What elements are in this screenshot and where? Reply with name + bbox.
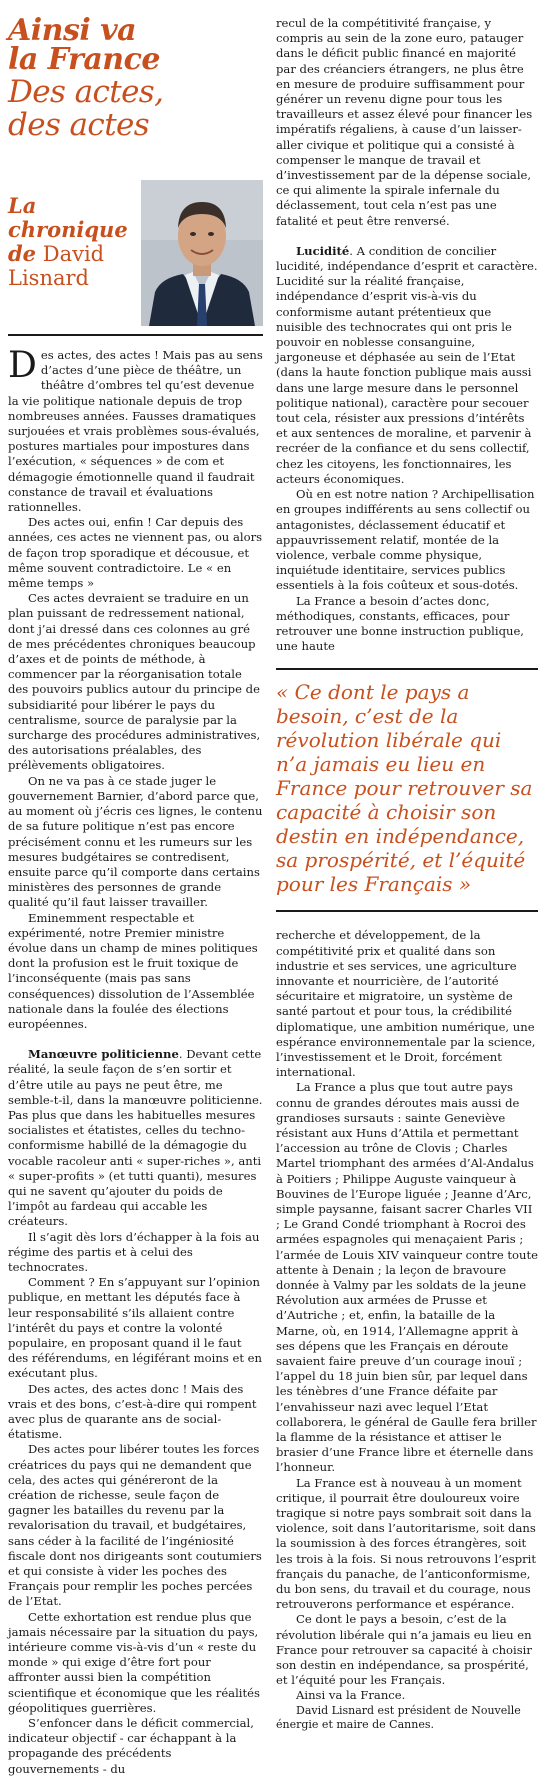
- subheading: Lucidité: [296, 243, 350, 258]
- column-kicker: La chronique: [8, 193, 128, 242]
- paragraph: Ce dont le pays a besoin, c’est de la révolution libérale qui n’a jamais eu lieu en France pour retrouver sa capacité à choisir son destin en indépendance, sa prospérité, et l’équité pour les Français.: [276, 1612, 532, 1688]
- paragraph: [8, 1047, 263, 1229]
- headline-line1: Des actes,: [8, 74, 164, 110]
- author-portrait-illustration: [141, 180, 263, 326]
- byline-de: de: [8, 241, 37, 266]
- author-photo: [141, 180, 263, 326]
- paragraph: La France a besoin d’actes donc, méthodiques, constants, efficaces, pour retrouver une bonne instruction publique, une haute: [276, 593, 524, 654]
- right-column: [276, 0, 538, 1732]
- article-body-right: [276, 16, 538, 1732]
- subheading: Manœuvre politicienne: [28, 1047, 179, 1062]
- paragraph-text: . A condition de concilier lucidité, indépendance d’esprit et caractère. Lucidité sur la réalité française, indépendance d’esprit vis-à-vis du conformisme autant prétentieux que nuisible des technocrates qui ont pris le pouvoir en noblesse consanguine, jargoneuse et déphasée au sein de l’Etat (dans la haute fonction publique mais aussi dans une large mesure dans le personnel politique national), caractère pour secouer tout cela, résister aux pressions d’intérêts et aux sentences de moraline, et parvenir à recréer de la confiance et du sens collectif, chez les citoyens, les fonctionnaires, les acteurs économiques.: [276, 243, 538, 486]
- paragraph: Ainsi va la France.: [296, 1688, 406, 1703]
- paragraph: [8, 345, 263, 515]
- author-line: [8, 242, 138, 266]
- paragraph: Il s’agit dès lors d’échapper à la fois au régime des partis et à celui des technocrates.: [8, 1229, 260, 1274]
- series-title-line1: Ainsi va: [8, 13, 137, 48]
- pull-quote: « Ce dont le pays a besoin, c’est de la révolution libérale qui n’a jamais eu lieu en France pour retrouver sa capacité à choisir son destin en indépendance, sa prospérité, et l’équité pour les Français »: [276, 668, 538, 912]
- series-title-line2: la France: [8, 42, 160, 77]
- left-column: [8, 0, 263, 1777]
- paragraph: Ces actes devraient se traduire en un plan puissant de redressement national, dont j’ai dressé dans ces colonnes au gré de mes précédentes chroniques beaucoup d’axes et de points de méthode, à commencer par la réorganisation totale des pouvoirs publics autour du principe de subsidiarité pour libérer le pays du centralisme, source de paralysie par la surcharge des procédures administratives, des autorisations préalables, des prélèvements obligatoires.: [8, 591, 261, 773]
- paragraph: recherche et développement, de la compétitivité prix et qualité dans son industrie et ses services, une agriculture innovante et nourricière, de l’autorité sécuritaire et migratoire, un système de santé partout et pour tous, la crédibilité diplomatique, une ambition numérique, une espérance environnementale par la science, l’investissement et le Droit, forcément international.: [276, 928, 536, 1080]
- paragraph: La France est à nouveau à un moment critique, il pourrait être douloureux voire tragique si notre pays sombrait soit dans la violence, soit dans l’autoritarisme, soit dans la soumission à des forces étrangères, soit les trois à la fois. Si nous retrouvons l’esprit français du panache, de l’anticonformisme, du bon sens, du travail et du courage, nous retrouverons performance et espérance.: [276, 1475, 537, 1612]
- paragraph: Des actes oui, enfin ! Car depuis des années, ces actes ne viennent pas, ou alors de façon trop sporadique et décousue, et même souvent contradictoire. Le « en même temps »: [8, 515, 263, 591]
- paragraph: Cette exhortation est rendue plus que jamais nécessaire par la situation du pays, intérieure comme vis-à-vis d’un « reste du monde » qui exige d’être fort pour affronter aussi bien la compétition scientifique et économique que les réalités géopolitiques guerrières.: [8, 1609, 260, 1715]
- paragraph: La France a plus que tout autre pays connu de grandes déroutes mais aussi de grandioses sursauts : sainte Geneviève résistant aux Huns d’Attila et permettant l’accession au trône de Clovis ; Charles Martel triomphant des armées d’Al-Andalus à Poitiers ; Philippe Auguste vainqueur à Bouvines de l’Europe liguée ; Jeanne d’Arc, simple paysanne, faisant sacrer Charles VII ; Le Grand Condé triomphant à Rocroi des armées espagnoles qui menaçaient Paris ; l’armée de Louis XIV vainqueur contre toute attente à Denain ; la leçon de bravoure donnée à Valmy par les soldats de la jeune Révolution aux armées de Prusse et d’Autriche ; et, enfin, la bataille de la Marne, où, en 1914, l’Allemagne apprit à ses dépens que les Français en déroute savaient faire preuve d’un courage inouï ; l’appel du 18 juin bien sûr, par lequel dans les ténèbres d’une France défaite par l’envahisseur nazi avec lequel l’Etat collaborera, le général de Gaulle fera briller la flamme de la résistance et attiser le brasier d’une France libre et éternelle dans l’honneur.: [276, 1080, 538, 1475]
- paragraph: S’enfoncer dans le déficit commercial, indicateur objectif - car échappant à la propagande des précédents gouvernements - du: [8, 1716, 254, 1776]
- paragraph: recul de la compétitivité française, y compris au sein de la zone euro, patauger dans le déficit public financé en majorité par des créanciers étrangers, ne plus être en mesure de produire suffisamment pour générer un revenu digne pour tous les travailleurs et assez élevé pour financer les impératifs régaliens, à cause d’un laisser-aller civique et politique qui a consisté à compenser le manque de travail et d’investissement par de la dépense sociale, ce qui alimente la spirale infernale du déclassement, tout cela n’est pas une fatalité et peut être renversé.: [276, 16, 533, 228]
- byline: [8, 180, 263, 330]
- headline: [8, 76, 263, 142]
- paragraph: Où en est notre nation ? Archipellisation en groupes indifférents au sens collectif ou antagonistes, déclassement éducatif et appauvrissement relatif, montée de la violence, verbale comme physique, inquiétude identitaire, services publics essentiels à la fois coûteux et sous-dotés.: [276, 487, 535, 593]
- paragraph: Eminemment respectable et expérimenté, notre Premier ministre évolue dans un champ de mines politiques dont la profusion est le fruit toxique de l’inconséquente (mais pas sans conséquences) dissolution de l’Assemblée nationale dans la foulée des élections européennes.: [8, 910, 258, 1031]
- byline-rule: [8, 334, 263, 336]
- headline-line2: des actes: [8, 107, 150, 143]
- paragraph: Des actes, des actes donc ! Mais des vrais et des bons, c’est-à-dire qui rompent avec plus de quarante ans de social-étatisme.: [8, 1381, 257, 1442]
- paragraph: Des actes pour libérer toutes les forces créatrices du pays qui ne demandent que cela, des actes qui généreront de la création de richesse, seule façon de gagner les batailles du revenu par la revalorisation du travail, et budgétaires, sans céder à la facilité de l’ingéniosité fiscale dont nos dirigeants sont coutumiers et qui consiste à vider les poches des Français pour remplir les poches percées de l’Etat.: [8, 1442, 262, 1609]
- paragraph: [276, 244, 538, 487]
- paragraph: On ne va pas à ce stade juger le gouvernement Barnier, d’abord parce que, au moment où j’écris ces lignes, le contenu de sa future politique n’est pas encore précisément connu et les rumeurs sur les mesures budgétaires se contredisent, ensuite parce qu’il comporte dans certains ministères des personnes de grande qualité qu’il faut laisser travailler.: [8, 773, 263, 910]
- author-signature: David Lisnard est président de Nouvelle énergie et maire de Cannes.: [276, 1703, 521, 1731]
- article-body-left: [8, 345, 263, 1777]
- byline-text: [8, 194, 138, 290]
- author-first-name: David: [42, 242, 105, 266]
- drop-cap: D: [8, 345, 37, 386]
- author-last-name: Lisnard: [8, 266, 89, 290]
- paragraph: Comment ? En s’appuyant sur l’opinion publique, en mettant les députés face à leur responsabilité s’ils allaient contre l’intérêt du pays et contre la volonté populaire, en proposant quand il le faut des référendums, en légiférant moins et en exécutant plus.: [8, 1275, 262, 1381]
- series-title: [8, 13, 263, 77]
- paragraph-text: es actes, des actes ! Mais pas au sens d’actes d’une pièce de théâtre, un théâtre d’ombres tel qu’est devenue la vie politique nationale depuis de trop nombreuses années. Fausses dramatiques surjouées et vrais problèmes sous-évalués, postures martiales pour impostures dans l’exécution, « séquences » de com et démagogie émotionnelle quand il faudrait constance de travail et évaluations rationnelles.: [8, 348, 263, 515]
- paragraph-text: . Devant cette réalité, la seule façon de s’en sortir et d’être utile au pays ne peut être, me semble-t-il, dans la manœuvre politicienne. Pas plus que dans les habituelles mesures socialistes et étatistes, celles du techno-conformisme habillé de la démagogie du vocable racoleur anti « super-riches », anti « super-profits » (et tutti quanti), mesures qui ne savent qu’ajouter du poids de l’impôt au fardeau qui accable les créateurs.: [8, 1047, 263, 1229]
